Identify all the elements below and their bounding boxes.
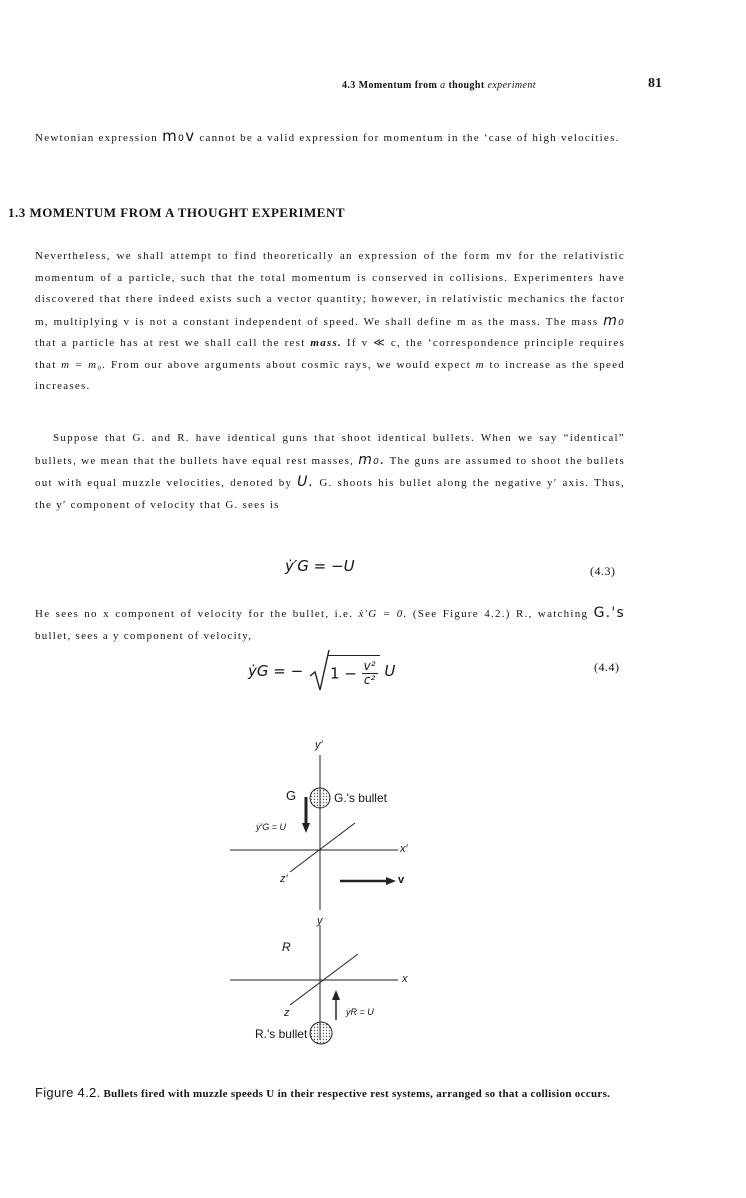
g-bullet-icon: [310, 788, 330, 808]
fig-bottom-x-label: x: [402, 973, 408, 985]
r-arrow-head-icon: [332, 990, 340, 1000]
g-arrow-head-icon: [302, 823, 310, 833]
r-bullet-icon: [310, 1022, 332, 1044]
p1-mass-word: mass.: [310, 337, 343, 349]
figure-4-2: [220, 735, 460, 1075]
paragraph-1: [35, 246, 625, 398]
p3-text-c: bullet, sees a y component of velocity,: [35, 629, 253, 642]
p2-text-a: Suppose that G. and R. have identical guns that shoot identical bullets. When we say “identical” bullets, we mean that the bullets have equal rest masses,: [35, 432, 625, 467]
intro-m0v: m₀v: [162, 127, 196, 145]
fig-g-velocity-label: ẏ′G = U: [256, 822, 286, 832]
p2-m0: m₀.: [358, 451, 386, 468]
equation-4-3-number: (4.3): [590, 564, 616, 578]
p3-xg: ẋ′G = 0.: [358, 608, 408, 620]
fig-top-y-label: y′: [315, 739, 323, 751]
equation-4-4: [248, 648, 395, 698]
intro-text-a: Newtonian expression: [35, 132, 159, 144]
p2-text-b: The guns are assumed to shoot the bullets out with equal muzzle velocities, denoted by: [35, 454, 626, 489]
caption-lead: Figure 4.2.: [35, 1085, 101, 1100]
p1-text-c: If v ≪ c, the ‘correspondence principle requires that: [35, 337, 626, 371]
p1-m0: m₀: [603, 312, 625, 329]
eq44-fraction: [362, 660, 378, 687]
header-experiment: experiment: [487, 80, 536, 91]
fig-top-x-label: x′: [400, 843, 408, 855]
top-z-axis-line: [290, 823, 355, 872]
intro-text-b: cannot be a valid expression for momentum in the ‘case of high velocities.: [199, 132, 620, 144]
fig-r-bullet-label: R.'s bullet: [255, 1027, 308, 1041]
p2-U: U.: [297, 474, 315, 490]
caption-text: Bullets fired with muzzle speeds U in their respective rest systems, arranged so that a collision occurs.: [103, 1088, 611, 1100]
fig-r-velocity-label: ẏR = U: [346, 1007, 374, 1017]
frame-arrow-head-icon: [386, 877, 396, 885]
eq44-den: c²: [363, 673, 376, 687]
figure-caption: [35, 1083, 645, 1104]
fig-bottom-z-label: z: [284, 1007, 290, 1019]
p1-eq-m: m = m₀.: [61, 358, 107, 371]
fig-observer-r: R: [282, 940, 291, 954]
equation-4-4-number: (4.4): [594, 660, 620, 674]
header-section-ref: 4.3 Momentum from: [342, 80, 438, 91]
fig-g-bullet-label: G.'s bullet: [334, 791, 387, 805]
fig-top-z-label: z′: [280, 873, 288, 885]
header-thought: thought: [448, 80, 485, 91]
eq44-lhs: ẏG = −: [248, 662, 304, 680]
p1-text-d: From our above arguments about cosmic rays, we would expect: [111, 358, 472, 371]
fig-v-label: v: [398, 874, 405, 886]
sqrt-sign: [308, 648, 330, 694]
page-number: 81: [648, 76, 662, 91]
paragraph-2: [35, 428, 625, 516]
intro-paragraph: [35, 126, 625, 150]
p1-text-e: to increase as the speed increases.: [35, 358, 626, 392]
fig-observer-g: G: [286, 788, 297, 803]
p1-text-b: that a particle has at rest we shall call the rest: [35, 337, 306, 349]
p1-m: m: [475, 358, 485, 371]
p2-text-c: G. shoots his bullet along the negative y′ axis. Thus, the y′ component of velocity that G. sees is: [35, 477, 626, 511]
p3-text-b: (See Figure 4.2.) R., watching: [412, 608, 589, 620]
eq44-one: 1 −: [329, 664, 357, 683]
section-title: 1.3 MOMENTUM FROM A THOUGHT EXPERIMENT: [8, 205, 346, 220]
header-italic-a: a: [440, 80, 446, 91]
eq44-U: U: [384, 662, 396, 680]
p3-text-a: He sees no x component of velocity for the bullet, i.e.: [35, 608, 354, 620]
eq44-num: v²: [363, 659, 376, 673]
equation-4-3: ẏ′G = −U: [285, 557, 355, 575]
fig-bottom-y-label: y: [317, 915, 323, 927]
p1-text-a: Nevertheless, we shall attempt to find theoretically an expression of the form mv for the relativistic momentum of a particle, such that the total momentum is conserved in collisions. Experimenters have discovered that there indeed exists such a vector quantity; however, in relativistic mechanics the factor m, multiplying v is not a constant independent of speed. We shall define m as the mass. The mass: [35, 250, 625, 328]
running-header: [342, 80, 536, 91]
paragraph-3: [35, 603, 625, 647]
p3-gs: G.'s: [593, 605, 626, 621]
